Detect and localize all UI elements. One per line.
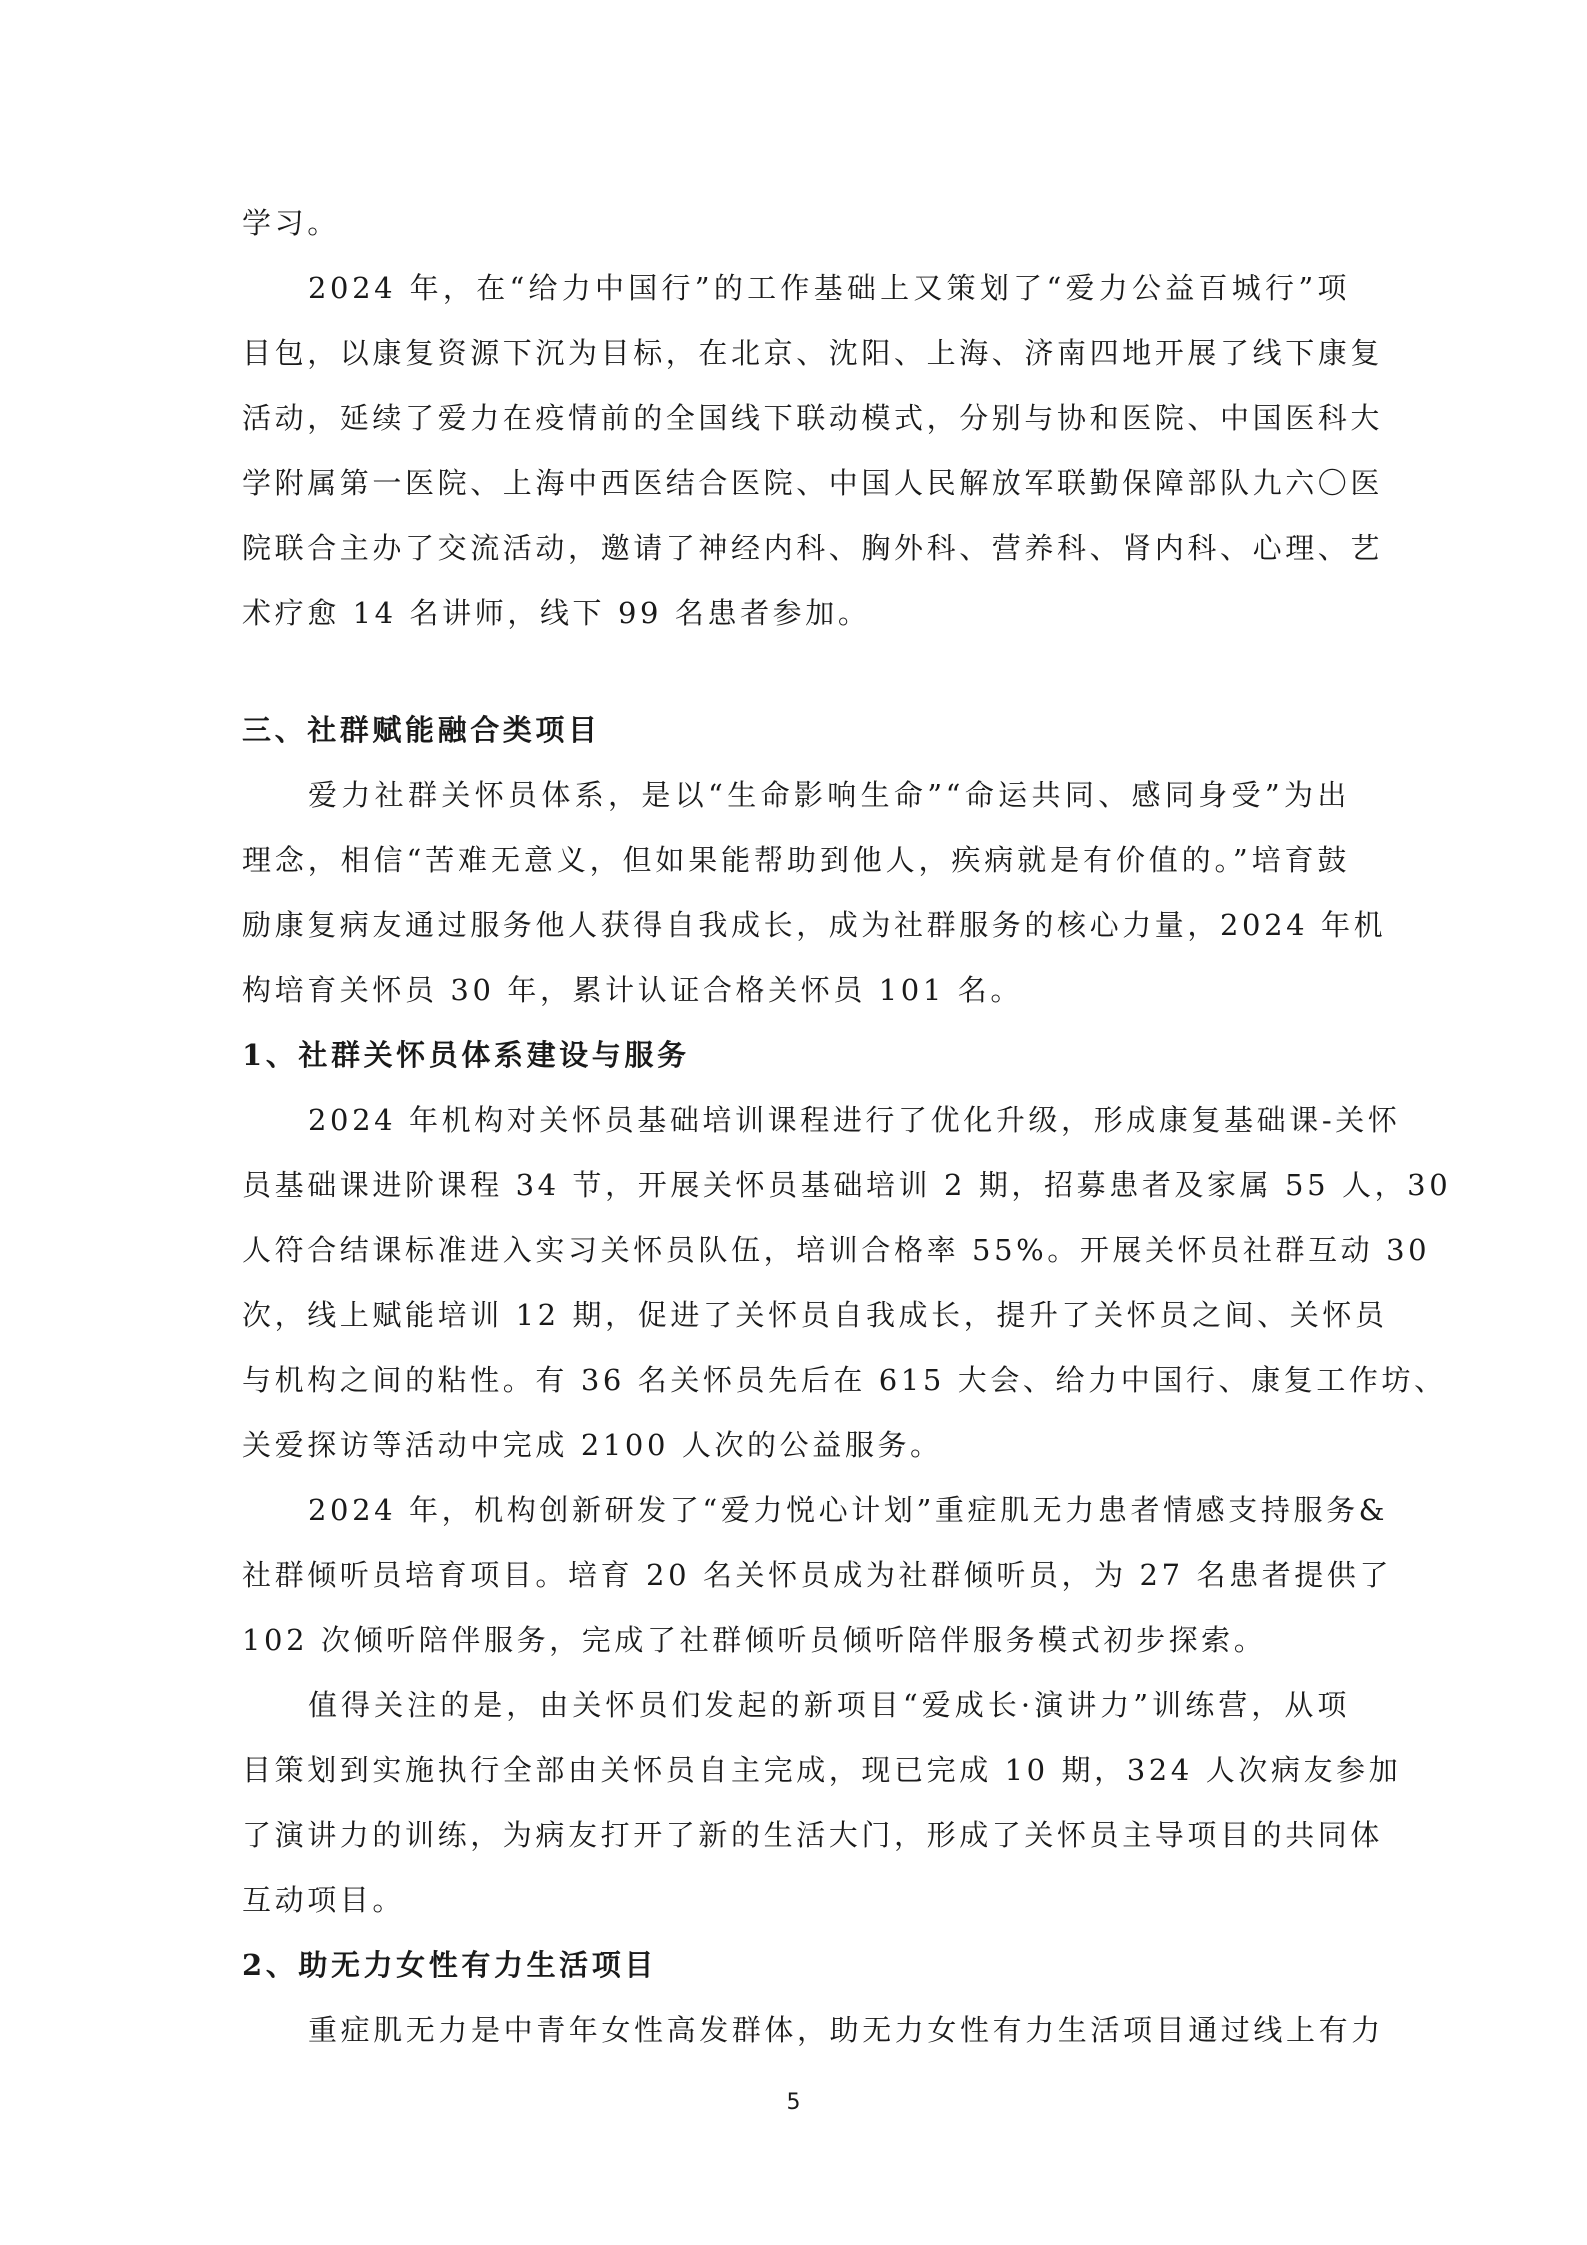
paragraph-line: 关爱探访等活动中完成 2100 人次的公益服务。 bbox=[242, 1428, 943, 1462]
paragraph-line: 院联合主办了交流活动，邀请了神经内科、胸外科、营养科、肾内科、心理、艺 bbox=[242, 531, 1384, 565]
paragraph-line: 重症肌无力是中青年女性高发群体，助无力女性有力生活项目通过线上有力 bbox=[308, 2013, 1384, 2047]
subsection-heading: 2、助无力女性有力生活项目 bbox=[242, 1948, 657, 1982]
paragraph-line: 次，线上赋能培训 12 期，促进了关怀员自我成长，提升了关怀员之间、关怀员 bbox=[242, 1298, 1388, 1332]
paragraph-line: 人符合结课标准进入实习关怀员队伍，培训合格率 55%。开展关怀员社群互动 30 bbox=[242, 1233, 1431, 1267]
paragraph-line: 员基础课进阶课程 34 节，开展关怀员基础培训 2 期，招募患者及家属 55 人，30 bbox=[242, 1168, 1452, 1202]
paragraph-line: 励康复病友通过服务他人获得自我成长，成为社群服务的核心力量，2024 年机 bbox=[242, 908, 1387, 942]
paragraph-line: 目包，以康复资源下沉为目标，在北京、沈阳、上海、济南四地开展了线下康复 bbox=[242, 336, 1384, 370]
paragraph-line: 了演讲力的训练，为病友打开了新的生活大门，形成了关怀员主导项目的共同体 bbox=[242, 1818, 1384, 1852]
paragraph-line: 社群倾听员培育项目。培育 20 名关怀员成为社群倾听员，为 27 名患者提供了 bbox=[242, 1558, 1393, 1592]
paragraph-line: 学附属第一医院、上海中西医结合医院、中国人民解放军联勤保障部队九六〇医 bbox=[242, 466, 1384, 500]
paragraph-line: 2024 年，在“给力中国行”的工作基础上又策划了“爱力公益百城行”项 bbox=[308, 271, 1350, 305]
paragraph-line: 目策划到实施执行全部由关怀员自主完成，现已完成 10 期，324 人次病友参加 bbox=[242, 1753, 1402, 1787]
paragraph-line: 值得关注的是，由关怀员们发起的新项目“爱成长·演讲力”训练营，从项 bbox=[308, 1688, 1350, 1722]
paragraph-line: 2024 年，机构创新研发了“爱力悦心计划”重症肌无力患者情感支持服务& bbox=[308, 1493, 1389, 1527]
section-heading: 三、社群赋能融合类项目 bbox=[242, 713, 601, 747]
page-number: 5 bbox=[786, 2090, 801, 2115]
paragraph-line: 与机构之间的粘性。有 36 名关怀员先后在 615 大会、给力中国行、康复工作坊、 bbox=[242, 1363, 1447, 1397]
paragraph-line: 术疗愈 14 名讲师，线下 99 名患者参加。 bbox=[242, 596, 871, 630]
paragraph-line: 活动，延续了爱力在疫情前的全国线下联动模式，分别与协和医院、中国医科大 bbox=[242, 401, 1384, 435]
paragraph-line: 学习。 bbox=[242, 206, 340, 240]
paragraph-line: 理念，相信“苦难无意义，但如果能帮助到他人，疾病就是有价值的。”培育鼓 bbox=[242, 843, 1350, 877]
paragraph-line: 互动项目。 bbox=[242, 1883, 406, 1917]
paragraph-line: 爱力社群关怀员体系，是以“生命影响生命”“命运共同、感同身受”为出 bbox=[308, 778, 1350, 812]
subsection-heading: 1、社群关怀员体系建设与服务 bbox=[242, 1038, 690, 1072]
paragraph-line: 构培育关怀员 30 年，累计认证合格关怀员 101 名。 bbox=[242, 973, 1023, 1007]
paragraph-line: 102 次倾听陪伴服务，完成了社群倾听员倾听陪伴服务模式初步探索。 bbox=[242, 1623, 1267, 1657]
paragraph-line: 2024 年机构对关怀员基础培训课程进行了优化升级，形成康复基础课-关怀 bbox=[308, 1103, 1401, 1137]
